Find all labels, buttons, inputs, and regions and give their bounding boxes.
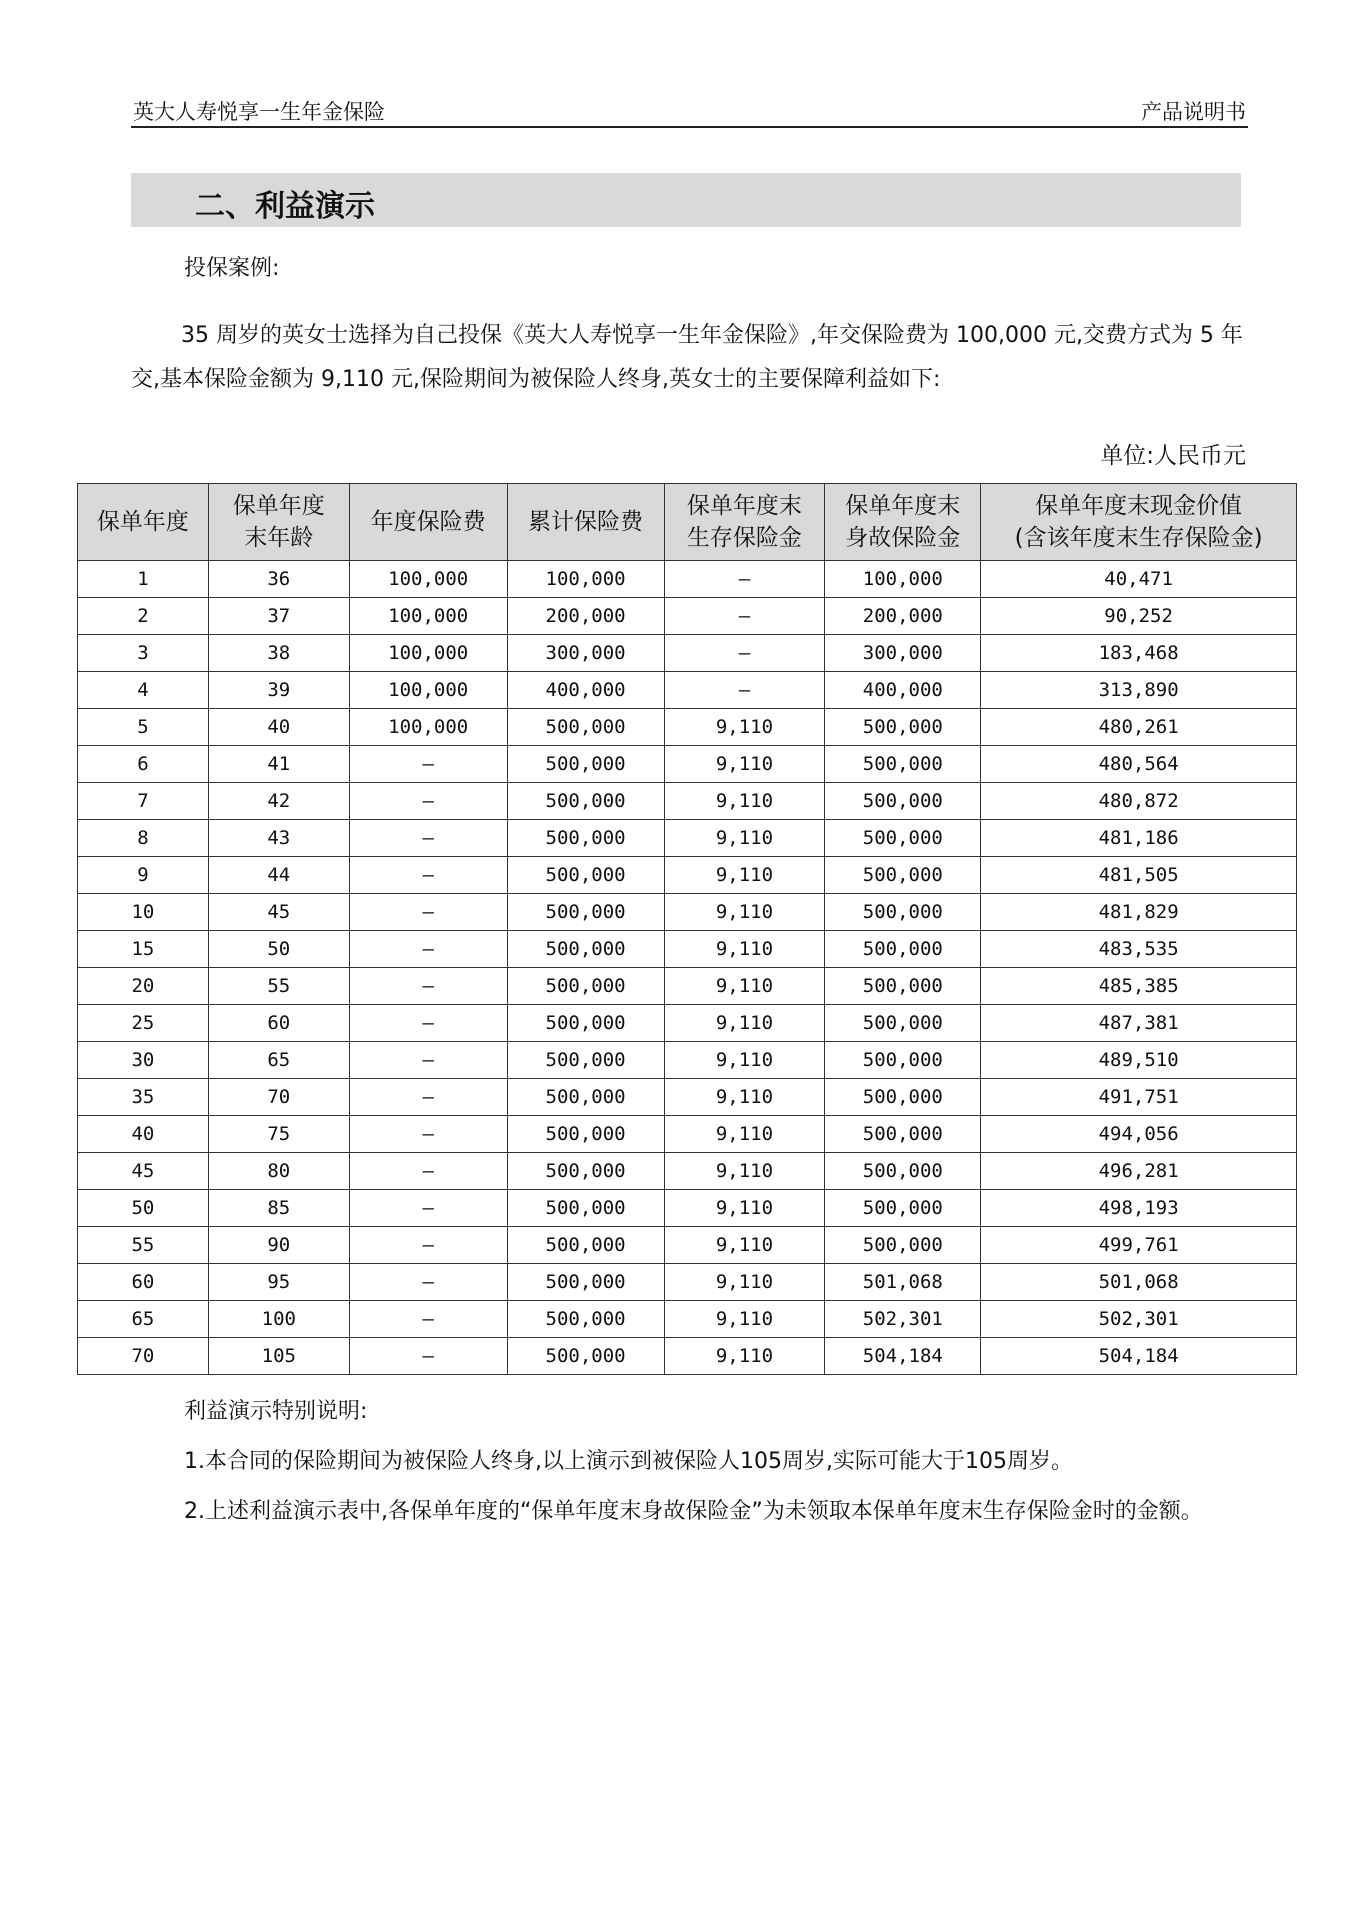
table-cell: 6 — [78, 746, 209, 783]
column-header-line: 保单年度末 — [686, 493, 802, 519]
table-cell: 500,000 — [507, 931, 664, 968]
table-cell: 500,000 — [507, 1227, 664, 1264]
table-row — [78, 598, 1297, 635]
table-cell: 20 — [78, 968, 209, 1005]
table-cell: 9,110 — [664, 1338, 825, 1375]
table-cell: 15 — [78, 931, 209, 968]
table-row — [78, 635, 1297, 672]
table-cell: 42 — [208, 783, 349, 820]
table-cell: 500,000 — [825, 931, 981, 968]
case-label: 投保案例: — [184, 256, 280, 281]
table-cell: 500,000 — [507, 1190, 664, 1227]
table-cell: 483,535 — [981, 931, 1297, 968]
table-cell: 70 — [78, 1338, 209, 1375]
table-cell: 9,110 — [664, 1227, 825, 1264]
table-cell: 40,471 — [981, 561, 1297, 598]
table-cell: 9,110 — [664, 857, 825, 894]
table-row — [78, 931, 1297, 968]
column-header — [507, 484, 664, 561]
notes-title: 利益演示特别说明: — [184, 1399, 368, 1424]
table-row — [78, 672, 1297, 709]
table-cell: 95 — [208, 1264, 349, 1301]
column-header — [981, 484, 1297, 561]
column-header-line: 身故保险金 — [845, 525, 961, 551]
table-cell: 500,000 — [507, 1042, 664, 1079]
table-cell: 500,000 — [825, 857, 981, 894]
table-cell: 105 — [208, 1338, 349, 1375]
table-cell: 313,890 — [981, 672, 1297, 709]
table-cell: 2 — [78, 598, 209, 635]
table-cell: 9,110 — [664, 931, 825, 968]
table-cell: 100 — [208, 1301, 349, 1338]
table-cell: 5 — [78, 709, 209, 746]
table-row — [78, 1338, 1297, 1375]
table-cell: 70 — [208, 1079, 349, 1116]
table-cell: 40 — [208, 709, 349, 746]
table-cell: 500,000 — [507, 894, 664, 931]
table-row — [78, 1264, 1297, 1301]
table-cell: 100,000 — [349, 672, 507, 709]
table-cell: 500,000 — [507, 1116, 664, 1153]
table-cell: 500,000 — [507, 968, 664, 1005]
table-cell: 500,000 — [825, 746, 981, 783]
table-cell: 496,281 — [981, 1153, 1297, 1190]
table-row — [78, 820, 1297, 857]
table-cell: 500,000 — [825, 1116, 981, 1153]
table-cell: 75 — [208, 1116, 349, 1153]
table-cell: 9,110 — [664, 894, 825, 931]
column-header-line: 保单年度末 — [845, 493, 961, 519]
table-cell: 80 — [208, 1153, 349, 1190]
table-cell: 9,110 — [664, 1079, 825, 1116]
table-cell: 10 — [78, 894, 209, 931]
table-cell: 489,510 — [981, 1042, 1297, 1079]
column-header-line: 保单年度 — [232, 493, 325, 519]
table-cell: 43 — [208, 820, 349, 857]
table-cell: – — [349, 968, 507, 1005]
table-cell: 90 — [208, 1227, 349, 1264]
column-header-line: 累计保险费 — [528, 509, 644, 535]
table-cell: 500,000 — [507, 857, 664, 894]
column-header — [78, 484, 209, 561]
table-cell: 9,110 — [664, 1042, 825, 1079]
table-cell: 100,000 — [349, 709, 507, 746]
table-cell: 481,829 — [981, 894, 1297, 931]
table-cell: – — [349, 1153, 507, 1190]
table-cell: 9,110 — [664, 709, 825, 746]
table-cell: 500,000 — [825, 1042, 981, 1079]
table-cell: 500,000 — [507, 820, 664, 857]
table-row — [78, 746, 1297, 783]
table-cell: 55 — [208, 968, 349, 1005]
table-row — [78, 1153, 1297, 1190]
table-cell: 504,184 — [981, 1338, 1297, 1375]
table-cell: 500,000 — [825, 1190, 981, 1227]
table-cell: 500,000 — [825, 968, 981, 1005]
table-cell: 500,000 — [825, 820, 981, 857]
table-row — [78, 1005, 1297, 1042]
table-cell: 502,301 — [981, 1301, 1297, 1338]
column-header-line: 保单年度 — [96, 509, 189, 535]
table-cell: 500,000 — [507, 1153, 664, 1190]
document-type: 产品说明书 — [1141, 100, 1246, 124]
section-title: 二、利益演示 — [195, 189, 375, 224]
table-cell: 9,110 — [664, 820, 825, 857]
section-heading-bar — [131, 173, 1241, 227]
table-cell: – — [349, 1227, 507, 1264]
table-cell: 41 — [208, 746, 349, 783]
table-row — [78, 1079, 1297, 1116]
table-cell: – — [349, 1301, 507, 1338]
table-cell: 50 — [208, 931, 349, 968]
table-cell: 501,068 — [825, 1264, 981, 1301]
table-cell: 300,000 — [825, 635, 981, 672]
table-cell: 498,193 — [981, 1190, 1297, 1227]
table-cell: – — [349, 894, 507, 931]
table-cell: 500,000 — [825, 1005, 981, 1042]
table-cell: – — [664, 561, 825, 598]
table-cell: 9,110 — [664, 746, 825, 783]
table-cell: – — [349, 1338, 507, 1375]
table-cell: 183,468 — [981, 635, 1297, 672]
column-header-line: 保单年度末现金价值 — [1035, 493, 1243, 519]
table-cell: 1 — [78, 561, 209, 598]
column-header-line: 年度保险费 — [370, 509, 486, 535]
table-cell: 481,186 — [981, 820, 1297, 857]
table-cell: 7 — [78, 783, 209, 820]
table-cell: 400,000 — [507, 672, 664, 709]
table-cell: – — [349, 783, 507, 820]
column-header — [208, 484, 349, 561]
document-title: 英大人寿悦享一生年金保险 — [133, 100, 385, 124]
table-cell: 40 — [78, 1116, 209, 1153]
table-cell: – — [664, 598, 825, 635]
table-cell: 9,110 — [664, 1005, 825, 1042]
table-cell: 500,000 — [825, 783, 981, 820]
table-cell: 500,000 — [507, 1338, 664, 1375]
table-cell: 50 — [78, 1190, 209, 1227]
table-cell: 500,000 — [507, 783, 664, 820]
table-row — [78, 968, 1297, 1005]
table-cell: 480,872 — [981, 783, 1297, 820]
column-header — [825, 484, 981, 561]
table-cell: 65 — [208, 1042, 349, 1079]
table-cell: – — [349, 1264, 507, 1301]
table-cell: – — [349, 931, 507, 968]
table-cell: 499,761 — [981, 1227, 1297, 1264]
table-cell: 487,381 — [981, 1005, 1297, 1042]
table-cell: 500,000 — [507, 746, 664, 783]
table-cell: – — [349, 1079, 507, 1116]
table-cell: 300,000 — [507, 635, 664, 672]
table-cell: 30 — [78, 1042, 209, 1079]
table-cell: – — [349, 1005, 507, 1042]
table-cell: 60 — [78, 1264, 209, 1301]
table-cell: 90,252 — [981, 598, 1297, 635]
benefit-table — [77, 483, 1297, 1375]
table-cell: – — [349, 820, 507, 857]
table-cell: 8 — [78, 820, 209, 857]
table-cell: 38 — [208, 635, 349, 672]
table-cell: 500,000 — [825, 1079, 981, 1116]
table-cell: 500,000 — [825, 1153, 981, 1190]
table-cell: – — [664, 635, 825, 672]
table-cell: – — [349, 857, 507, 894]
table-cell: 491,751 — [981, 1079, 1297, 1116]
table-cell: – — [349, 746, 507, 783]
table-cell: 4 — [78, 672, 209, 709]
table-cell: 502,301 — [825, 1301, 981, 1338]
table-cell: 36 — [208, 561, 349, 598]
table-cell: 44 — [208, 857, 349, 894]
table-cell: 100,000 — [507, 561, 664, 598]
table-cell: 200,000 — [507, 598, 664, 635]
column-header — [349, 484, 507, 561]
case-description: 35 周岁的英女士选择为自己投保《英大人寿悦享一生年金保险》,年交保险费为 100,000 元,交费方式为 5 年交,基本保险金额为 9,110 元,保险期间为被保险人终身,英女士的主要保障利益如下: — [131, 323, 1243, 392]
table-cell: 55 — [78, 1227, 209, 1264]
table-cell: 25 — [78, 1005, 209, 1042]
table-cell: 45 — [208, 894, 349, 931]
table-cell: 500,000 — [507, 1005, 664, 1042]
note-item: 2.上述利益演示表中,各保单年度的“保单年度末身故保险金”为未领取本保单年度末生存保险金时的金额。 — [184, 1499, 1203, 1524]
table-row — [78, 894, 1297, 931]
table-cell: 9,110 — [664, 968, 825, 1005]
table-cell: 500,000 — [507, 1264, 664, 1301]
table-cell: 9,110 — [664, 1153, 825, 1190]
table-cell: 60 — [208, 1005, 349, 1042]
table-cell: – — [349, 1116, 507, 1153]
table-cell: 400,000 — [825, 672, 981, 709]
table-cell: – — [664, 672, 825, 709]
table-cell: 9 — [78, 857, 209, 894]
table-row — [78, 1116, 1297, 1153]
table-row — [78, 783, 1297, 820]
table-cell: 37 — [208, 598, 349, 635]
table-cell: 9,110 — [664, 1116, 825, 1153]
table-cell: 85 — [208, 1190, 349, 1227]
table-cell: 9,110 — [664, 1264, 825, 1301]
column-header-line: 末年龄 — [244, 525, 314, 551]
table-row — [78, 1042, 1297, 1079]
table-body — [78, 561, 1297, 1375]
column-header-line: 生存保险金 — [686, 525, 802, 551]
table-cell: 200,000 — [825, 598, 981, 635]
table-cell: 480,261 — [981, 709, 1297, 746]
table-cell: 100,000 — [349, 561, 507, 598]
table-cell: – — [349, 1042, 507, 1079]
table-cell: 9,110 — [664, 1301, 825, 1338]
table-cell: 504,184 — [825, 1338, 981, 1375]
table-cell: 500,000 — [507, 1301, 664, 1338]
table-cell: 500,000 — [825, 894, 981, 931]
table-header-row — [78, 484, 1297, 561]
table-cell: 9,110 — [664, 1190, 825, 1227]
table-cell: 100,000 — [349, 598, 507, 635]
table-cell: 500,000 — [825, 1227, 981, 1264]
table-cell: 9,110 — [664, 783, 825, 820]
table-row — [78, 1227, 1297, 1264]
table-cell: 500,000 — [507, 709, 664, 746]
table-cell: 494,056 — [981, 1116, 1297, 1153]
table-cell: 35 — [78, 1079, 209, 1116]
table-cell: 65 — [78, 1301, 209, 1338]
table-cell: 500,000 — [825, 709, 981, 746]
column-header-line: (含该年度末生存保险金) — [1014, 525, 1263, 551]
table-cell: 500,000 — [507, 1079, 664, 1116]
table-row — [78, 561, 1297, 598]
table-cell: 3 — [78, 635, 209, 672]
table-row — [78, 1190, 1297, 1227]
table-cell: 100,000 — [825, 561, 981, 598]
table-cell: – — [349, 1190, 507, 1227]
table-row — [78, 857, 1297, 894]
table-row — [78, 709, 1297, 746]
table-cell: 480,564 — [981, 746, 1297, 783]
note-item: 1.本合同的保险期间为被保险人终身,以上演示到被保险人105周岁,实际可能大于105周岁。 — [184, 1449, 1073, 1474]
table-cell: 45 — [78, 1153, 209, 1190]
table-cell: 481,505 — [981, 857, 1297, 894]
page-header — [131, 92, 1248, 128]
table-cell: 501,068 — [981, 1264, 1297, 1301]
table-cell: 39 — [208, 672, 349, 709]
table-cell: 485,385 — [981, 968, 1297, 1005]
table-cell: 100,000 — [349, 635, 507, 672]
table-row — [78, 1301, 1297, 1338]
unit-label: 单位:人民币元 — [1100, 443, 1246, 469]
column-header — [664, 484, 825, 561]
